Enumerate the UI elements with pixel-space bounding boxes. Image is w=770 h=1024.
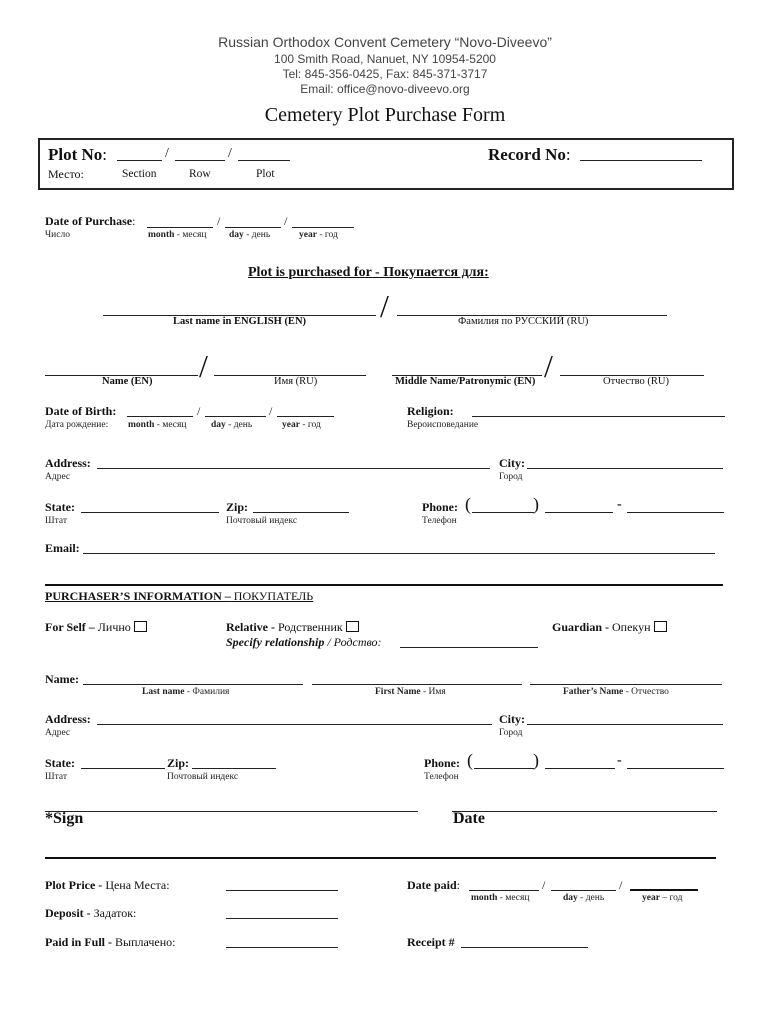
separator: / (619, 878, 623, 892)
purchaser-first-name-field[interactable] (312, 684, 522, 685)
receipt-label: Receipt # (407, 935, 455, 949)
plot-no-label: Plot No: (48, 145, 108, 164)
separator: / (542, 878, 546, 892)
org-email: Email: office@novo-diveevo.org (300, 82, 470, 96)
purchaser-heading: PURCHASER’S INFORMATION – ПОКУПАТЕЛЬ (45, 589, 314, 603)
purchaser-phone-line-field[interactable] (627, 768, 724, 769)
email-field[interactable] (83, 553, 715, 554)
year-label: year - год (282, 420, 321, 430)
separator: / (284, 214, 288, 228)
city-field[interactable] (527, 468, 723, 469)
phone-line-field[interactable] (627, 512, 724, 513)
city-label: City: (499, 456, 525, 470)
paid-year-field[interactable] (630, 889, 698, 891)
purchaser-state-field[interactable] (81, 768, 165, 769)
purchaser-phone-area-field[interactable] (474, 768, 534, 769)
month-label: month - месяц (128, 420, 187, 430)
last-name-en-label: Last name in ENGLISH (EN) (173, 316, 307, 327)
state-label: State: (45, 500, 75, 514)
plot-label: Plot (256, 168, 275, 180)
address-ru-label: Адрес (45, 472, 71, 482)
date-paid-label: Date paid: (407, 878, 461, 892)
day-label: day - день (229, 230, 271, 240)
separator: / (228, 146, 232, 161)
purchaser-city-field[interactable] (527, 724, 723, 725)
plot-row-field[interactable] (175, 160, 225, 161)
address-label: Address: (45, 456, 91, 470)
day-label: day - день (563, 893, 605, 903)
last-name-label: Last name - Фамилия (142, 687, 230, 697)
city-ru-label: Город (499, 472, 523, 482)
relationship-field[interactable] (400, 647, 538, 648)
purchaser-phone-prefix-field[interactable] (545, 768, 615, 769)
guardian-checkbox[interactable] (654, 621, 667, 632)
row-label: Row (189, 168, 211, 180)
purchaser-phone-ru-label: Телефон (424, 772, 459, 782)
signature-field[interactable] (45, 811, 418, 812)
record-no-label: Record No: (488, 145, 571, 164)
purchaser-zip-label: Zip: (167, 756, 190, 770)
phone-prefix-field[interactable] (545, 512, 613, 513)
deposit-field[interactable] (226, 918, 338, 919)
date-label: Date (453, 810, 485, 827)
receipt-field[interactable] (461, 947, 588, 948)
purchased-for-heading: Plot is purchased for - Покупается для: (248, 265, 489, 280)
dob-ru-label: Дата рождение: (45, 420, 109, 430)
zip-label: Zip: (226, 500, 249, 514)
purchaser-name-label: Name: (45, 672, 79, 686)
zip-ru-label: Почтовый индекс (226, 516, 298, 526)
month-label: month - месяц (148, 230, 207, 240)
org-name: Russian Orthodox Convent Cemetery “Novo-Diveevo” (218, 34, 552, 50)
plot-number-field[interactable] (238, 160, 290, 161)
phone-area-field[interactable] (472, 512, 534, 513)
purchaser-zip-field[interactable] (192, 768, 276, 769)
plot-price-field[interactable] (226, 890, 338, 891)
mesto-label: Место: (48, 167, 84, 181)
month-label: month - месяц (471, 893, 530, 903)
state-field[interactable] (81, 512, 219, 513)
for-self-checkbox[interactable] (134, 621, 147, 632)
separator: / (217, 214, 221, 228)
purchaser-city-label: City: (499, 712, 525, 726)
religion-field[interactable] (472, 416, 725, 417)
religion-label: Religion: (407, 404, 454, 418)
phone-ru-label: Телефон (422, 516, 457, 526)
plot-price-label: Plot Price - Цена Места: (45, 878, 170, 892)
dob-label: Date of Birth: (45, 404, 117, 418)
name-ru-label: Имя (RU) (274, 376, 318, 387)
year-label: year - год (299, 230, 338, 240)
purchaser-address-label: Address: (45, 712, 91, 726)
relative-checkbox[interactable] (346, 621, 359, 632)
separator: / (544, 348, 553, 384)
section-divider (45, 857, 716, 859)
address-field[interactable] (97, 468, 490, 469)
separator: / (165, 146, 169, 161)
day-label: day - день (211, 420, 253, 430)
religion-ru-label: Вероисповедание (407, 420, 479, 430)
phone-dash: - (617, 497, 622, 512)
plot-section-field[interactable] (117, 160, 162, 161)
separator: / (197, 404, 201, 418)
paid-month-field[interactable] (469, 890, 539, 891)
guardian-option[interactable]: Guardian - Опекун (552, 620, 667, 635)
sign-label: *Sign (45, 810, 84, 827)
phone-paren-open: ( (467, 750, 473, 770)
purchaser-last-name-field[interactable] (83, 684, 303, 685)
dob-month-field[interactable] (127, 416, 193, 417)
org-phone: Tel: 845-356-0425, Fax: 845-371-3717 (282, 67, 488, 81)
first-name-label: First Name - Имя (375, 687, 446, 697)
phone-label: Phone: (422, 500, 458, 514)
name-en-label: Name (EN) (102, 376, 153, 387)
purchaser-zip-ru-label: Почтовый индекс (167, 772, 239, 782)
phone-paren-open: ( (465, 494, 471, 514)
phone-dash: - (617, 753, 622, 768)
section-label: Section (122, 168, 157, 180)
state-ru-label: Штат (45, 516, 67, 526)
middle-name-en-label: Middle Name/Patronymic (EN) (395, 376, 536, 387)
purchaser-father-name-field[interactable] (530, 684, 722, 685)
sign-date-field[interactable] (452, 811, 717, 812)
phone-paren-close: ) (533, 750, 539, 770)
purchase-month-field[interactable] (147, 227, 213, 228)
section-divider (45, 584, 723, 586)
separator: / (269, 404, 273, 418)
separator: / (199, 348, 208, 384)
for-self-option[interactable]: For Self – Лично (45, 620, 147, 635)
purchaser-city-ru-label: Город (499, 728, 523, 738)
father-name-label: Father’s Name - Отчество (563, 687, 669, 697)
paid-in-full-label: Paid in Full - Выплачено: (45, 935, 176, 949)
paid-in-full-field[interactable] (226, 947, 338, 948)
dob-day-field[interactable] (205, 416, 266, 417)
last-name-ru-label: Фамилия по РУССКИЙ (RU) (458, 316, 589, 327)
purchaser-state-ru-label: Штат (45, 772, 67, 782)
purchase-year-field[interactable] (292, 227, 354, 228)
email-label: Email: (45, 541, 80, 555)
chislo-label: Число (45, 230, 70, 240)
phone-paren-close: ) (533, 494, 539, 514)
date-of-purchase-label: Date of Purchase: (45, 214, 136, 228)
purchaser-address-field[interactable] (97, 724, 492, 725)
purchase-day-field[interactable] (225, 227, 281, 228)
deposit-label: Deposit - Задаток: (45, 906, 137, 920)
middle-name-ru-label: Отчество (RU) (603, 376, 669, 387)
purchaser-state-label: State: (45, 756, 75, 770)
form-title: Cemetery Plot Purchase Form (264, 104, 506, 126)
specify-relationship-label: Specify relationship / Родство: (226, 635, 382, 649)
relative-option[interactable]: Relative - Родственник (226, 620, 359, 635)
paid-day-field[interactable] (551, 890, 616, 891)
purchaser-phone-label: Phone: (424, 756, 460, 770)
record-no-field[interactable] (580, 160, 702, 161)
purchaser-address-ru-label: Адрес (45, 728, 71, 738)
plot-record-box (38, 138, 734, 190)
zip-field[interactable] (253, 512, 349, 513)
dob-year-field[interactable] (277, 416, 334, 417)
org-address: 100 Smith Road, Nanuet, NY 10954-5200 (274, 52, 496, 66)
separator: / (380, 288, 389, 324)
year-label: year – год (642, 893, 683, 903)
